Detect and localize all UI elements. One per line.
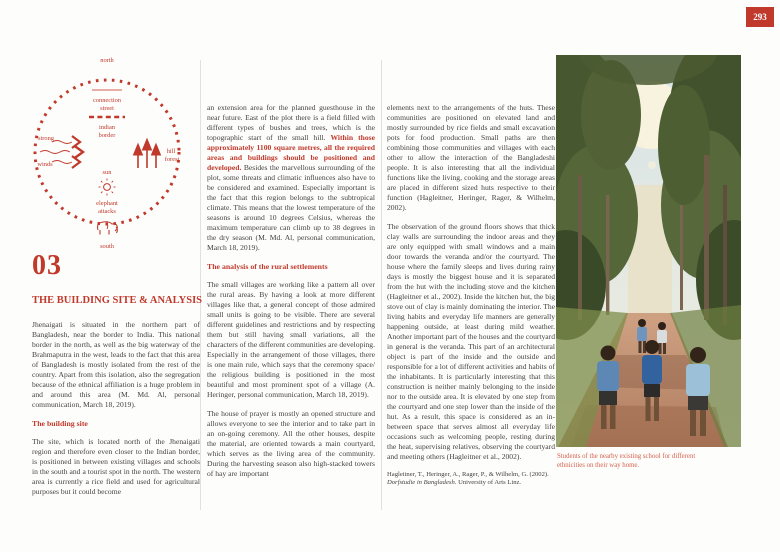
column-divider-1 (200, 60, 201, 510)
highlighted-sentence: Within those approximately 1100 square metres, all the required areas and buildings should be positioned and developed. (207, 133, 375, 172)
paragraph: Jhenaigati is situated in the northern part of Bangladesh, near the border to India. This national border in the north, as well as the big waterway of the Brahmaputra in the west, leads to the fact that this area of Bangladesh is mostly isolated from the rest of the country. Apart from this isolation, also the segregation because of the ethnical affiliation is a huge problem in and around this area (M. Md. Al, personal communication, March 18, 2019). (32, 320, 200, 409)
diagram-connection-label-1: connection (92, 97, 122, 104)
footnote-text: Hagleitner, T., Heringer, A., Rager, P., & Wilhelm, G. (2002). (387, 471, 549, 478)
footnote-text: University of Arts Linz. (456, 479, 522, 487)
footnote-title: Dorfstudie in Bangladesh. (387, 479, 457, 487)
diagram-elephant-label-1: elephant (96, 200, 118, 207)
photo-caption: Students of the nearby existing school for different ethnicities on their way home. (557, 453, 696, 469)
subheading-rural-settlements: The analysis of the rural settlements (207, 262, 328, 271)
diagram-elephant-label-2: attacks (98, 208, 116, 215)
diagram-forest-label-1: hill (166, 148, 176, 155)
page-number-badge: 293 (746, 7, 774, 27)
diagram-wind-label-1: strong (38, 135, 54, 142)
column-divider-2 (381, 60, 382, 510)
sun-icon (99, 179, 116, 196)
site-analysis-diagram (22, 50, 192, 252)
reference-footnote (387, 471, 555, 488)
paragraph: The house of prayer is mostly an opened structure and allows everyone to see the interior and to take part in an on-going ceremony. All the other houses, despite the material, are oriented towards a main courtyard, which serves as the living area of the community. During the harvesting season also high-stacked towers of hay are important (207, 409, 375, 478)
diagram-connection-label-2: street (100, 105, 114, 112)
diagram-forest-label-2: forest (164, 156, 180, 163)
section-number: 03 (32, 250, 62, 281)
text-column-2 (207, 103, 375, 508)
paragraph (207, 103, 375, 253)
subheading-building-site: The building site (32, 419, 88, 428)
diagram-wind-label-2: winds (37, 161, 53, 168)
paragraph-text: Besides the marvellous surrounding of the plot, some threats and climatic influences also have to be considered and examined. Especially important is the fact that this region belongs to the subtropical climate. This means that the lowest temperature of the seasons is around 10 degrees Celsius, whereas the maximum temperature can climb up to 38 degrees in the dry season (M. Md. Al, personal communication, March 18, 2019). (207, 163, 375, 252)
paragraph: The site, which is located north of the Jhenaigati region and therefore even closer to the Indian border, is positioned in between existing villages and schools in the south and a tourist spot in the north. The western area is currently a rice field and used for agricultural purposes but it could become (32, 437, 200, 496)
paragraph-text: an extension area for the planned guesthouse in the near future. East of the plot there is a field filled with different types of bushes and trees, which is the topographic start of the small hill. (207, 103, 375, 142)
diagram-south-label: south (100, 243, 114, 250)
paragraph: The small villages are working like a pattern all over the rural areas. By having a look at more different villages like that, a general concept of those admired small units is going to be visible. There are several different guidelines and restrictions and by respecting them but still having small variations, all the characters of the different communities are developing. Especially in the arrangement of those villages, there is one main rule, which says that the ceremony space/ the religious building is positioned in the most beautiful and most prominent spot of a village (A. Heringer, personal communication, March 18, 2019). (207, 280, 375, 399)
diagram-border-label-1: indian (99, 124, 115, 131)
diagram-border-label-2: border (98, 132, 116, 139)
text-column-3 (387, 103, 555, 508)
up-arrows-forest-icon (134, 139, 161, 168)
diagram-sun-label: sun (102, 169, 112, 176)
text-column-1 (32, 320, 200, 510)
section-title: THE BUILDING SITE & ANALYSIS (32, 295, 203, 306)
diagram-north-label: north (100, 57, 114, 64)
paragraph: The observation of the ground floors shows that thick clay walls are surrounding the indoor areas and they are only equipped with small windows and a main door towards the veranda and/or the courtyard. The house where the family sleeps and lives during rainy days is mostly the biggest house and it is separated from the hut with the including stove and the kitchen (Hagleitner et al., 2002). Inside the kitchen hut, the big stove out of clay is mainly dominating the interior. The living habits and everyday life manners are generally happening outside, at least during mild weather. Another important part of the houses and the courtyard in general is the veranda. This part of an architectural object is part of the inside and the outside and responsible for a lot of different activities and habits of the inhabitants. It is particularly interesting that this construction is neither mainly belonging to the inside nor to the outside area. It is elevated by one step from the courtyard and one step lower than the inside of the hut. As a result, this space is considered as an in-between space that serves almost all everyday life occasions such as welcoming people, resting during the heat, supervising relatives, observing the courtyard and meeting others (Hagleitner et al., 2002). (387, 222, 555, 461)
photo-schoolchildren-road (556, 55, 741, 447)
paragraph: elements next to the arrangements of the huts. These communities are positioned on elevated land and mostly surrounded by rice fields and small excavation pots for food production. Small paths are then combining those communities and villages with each other to allow the interaction of the Bangladeshi people. It is also interesting that all the individual functions like the living, cooking and the storage areas are placed in different sized huts respective to their function (Hagleitner, Heringer, Rager, & Wilhelm, 2002). (387, 103, 555, 212)
